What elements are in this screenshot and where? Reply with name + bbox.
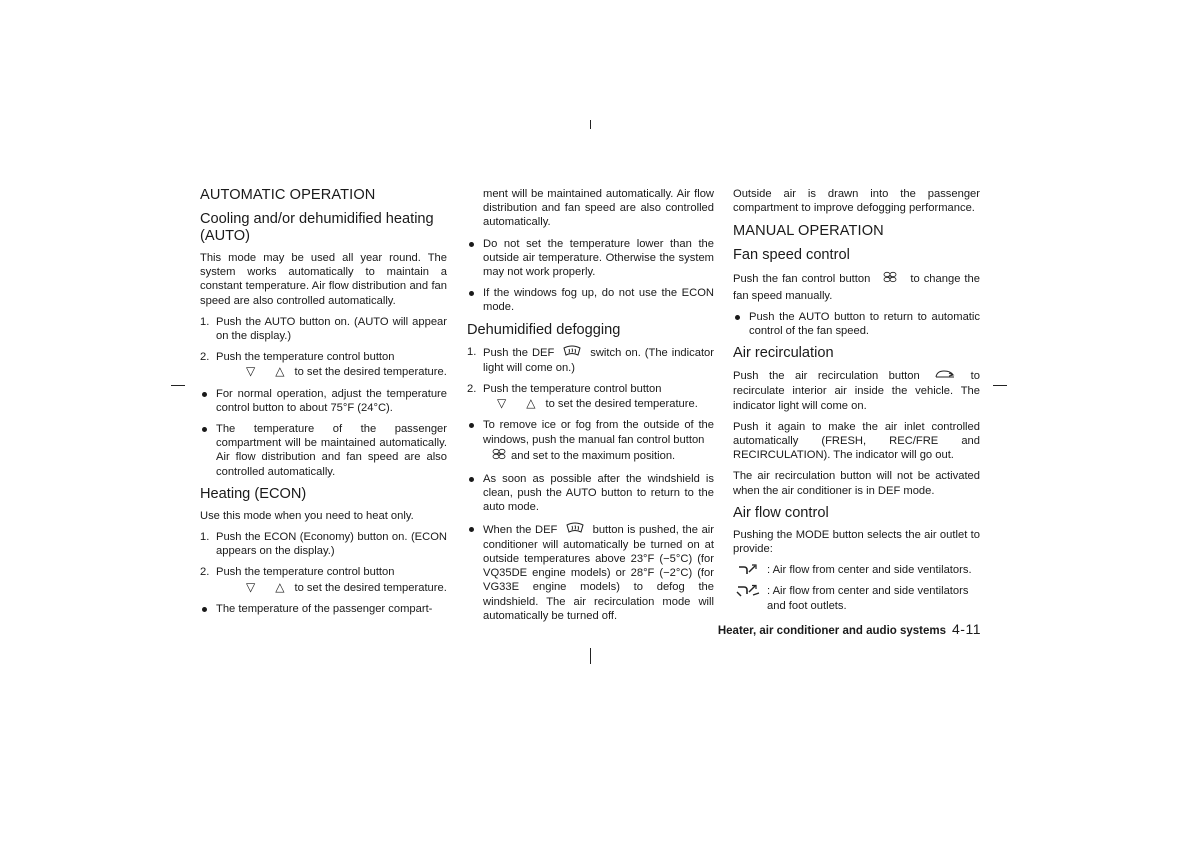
paragraph-auto-intro: This mode may be used all year round. The system works automatically to maintain a constant temperature. Air flow distribution and fan speed are also controlled automatically.	[200, 252, 447, 307]
step-number: 1.	[200, 531, 210, 544]
step-number: 2.	[467, 383, 477, 396]
heading-automatic-operation: AUTOMATIC OPERATION	[200, 187, 376, 203]
step-1-def	[467, 345, 714, 375]
step-text: Push the temperature control button	[483, 383, 662, 396]
step-text-tail: switch on. (The indicator light will come on.)	[483, 346, 715, 374]
step-number: 1.	[200, 315, 210, 328]
bullet-text: To remove ice or fog from the outside of the windows, push the manual fan control button	[483, 419, 714, 446]
bullet-tail: and set to the maximum position.	[511, 449, 676, 462]
page-number: 4-11	[952, 621, 981, 637]
bullet-text-tail: button is pushed, the air conditioner will automatically be turned on at outside temperatures above 23°F (−5°C) (for VQ35DE engine models) or 28°F (−2°C) (for VG33E engine models) to defog the windshield. The air recirculation mode will automatically be turned off.	[483, 523, 714, 622]
temperature-up-icon: △	[275, 364, 285, 379]
heading-air-flow-control: Air flow control	[733, 504, 829, 521]
paragraph-text-tail: to change the fan speed manually.	[733, 273, 980, 302]
defrost-icon	[565, 522, 585, 538]
crop-mark-left	[171, 385, 185, 386]
fan-icon	[491, 447, 507, 465]
temperature-down-icon: ▽	[246, 579, 256, 594]
temperature-control-line	[483, 396, 714, 411]
column-middle	[467, 187, 714, 630]
paragraph-fan-speed	[733, 270, 980, 302]
temperature-down-icon: ▽	[246, 364, 256, 379]
paragraph-text: Push the air recirculation button	[733, 370, 920, 383]
column-right	[733, 187, 980, 620]
paragraph-recirculation-def: The air recirculation button will not be activated when the air conditioner is in DEF mode.	[733, 470, 980, 497]
bullet-auto-fan: Push the AUTO button to return to automatic control of the fan speed.	[733, 310, 980, 338]
vent-mode-icon	[735, 563, 759, 580]
footer-section-title: Heater, air conditioner and audio systems	[717, 625, 947, 637]
temperature-down-icon: ▽	[497, 396, 507, 411]
crop-mark-top	[590, 120, 591, 129]
step-2-auto	[200, 350, 447, 379]
air-outlet-text: : Air flow from center and side ventilators.	[767, 564, 972, 577]
bullet-windshield-clean: As soon as possible after the windshield is clean, push the AUTO button to return to the auto mode.	[467, 472, 714, 515]
column-left	[200, 186, 447, 623]
air-outlet-vent	[733, 563, 980, 577]
step-number: 1.	[467, 345, 477, 358]
bullet-temperature-warning: Do not set the temperature lower than the outside air temperature. Otherwise the system may not work properly.	[467, 237, 714, 280]
heading-dehumidified-defogging: Dehumidified defogging	[467, 321, 621, 338]
paragraph-recirculation	[733, 368, 980, 413]
bullet-def-pushed	[467, 522, 714, 623]
step-tail: to set the desired temperature.	[294, 581, 447, 594]
defrost-icon	[562, 345, 582, 361]
page-footer	[700, 621, 981, 637]
crop-mark-bottom	[590, 648, 591, 664]
step-tail: to set the desired temperature.	[545, 398, 698, 411]
step-tail: to set the desired temperature.	[294, 366, 447, 379]
bullet-remove-ice	[467, 418, 714, 465]
step-text: Push the ECON (Economy) button on. (ECON appears on the display.)	[216, 531, 447, 558]
temperature-up-icon: △	[275, 579, 285, 594]
crop-mark-right	[993, 385, 1007, 386]
heading-air-recirculation: Air recirculation	[733, 345, 834, 362]
heading-fan-speed: Fan speed control	[733, 247, 850, 264]
bullet-passenger-temp-econ: The temperature of the passenger compart-	[200, 602, 447, 616]
paragraph-continued: ment will be maintained automatically. Air flow distribution and fan speed are also controlled automatically.	[483, 188, 714, 229]
recirculation-icon	[934, 368, 956, 384]
step-number: 2.	[200, 566, 210, 579]
bullet-windows-fog: If the windows fog up, do not use the ECON mode.	[467, 286, 714, 314]
air-outlet-text: : Air flow from center and side ventilators and foot outlets.	[767, 585, 969, 612]
paragraph-econ: Use this mode when you need to heat only.	[200, 509, 414, 522]
bullet-normal-operation: For normal operation, adjust the temperature control button to about 75°F (24°C).	[200, 387, 447, 415]
bullet-passenger-temp: The temperature of the passenger compartment will be maintained automatically. Air flow distribution and fan speed are also controlled automatically.	[200, 422, 447, 479]
step-number: 2.	[200, 351, 210, 364]
step-2-def	[467, 382, 714, 411]
step-text: Push the temperature control button	[216, 566, 395, 579]
bilevel-mode-icon	[735, 584, 761, 601]
step-text: Push the DEF	[483, 346, 555, 359]
heading-heating-econ: Heating (ECON)	[200, 485, 307, 502]
paragraph-mode-button: Pushing the MODE button selects the air outlet to provide:	[733, 528, 980, 556]
paragraph-text-tail: to recirculate interior air inside the vehicle. The indicator light will come on.	[733, 370, 981, 412]
step-text: Push the AUTO button on. (AUTO will appear on the display.)	[216, 315, 447, 343]
temperature-control-line	[216, 580, 447, 595]
temperature-up-icon: △	[526, 396, 536, 411]
bullet-text: When the DEF	[483, 523, 558, 536]
paragraph-text: Push the fan control button	[733, 273, 871, 286]
fan-icon	[882, 270, 898, 288]
paragraph-outside-air: Outside air is drawn into the passenger compartment to improve defogging performance.	[733, 188, 980, 215]
air-outlet-bilevel	[733, 584, 980, 612]
fan-control-line	[483, 447, 714, 465]
step-text: Push the temperature control button	[216, 351, 395, 364]
paragraph-recirculation-again: Push it again to make the air inlet controlled automatically (FRESH, REC/FRE and RECIRCULATION). The indicator will go out.	[733, 420, 980, 462]
step-1-auto	[200, 315, 447, 343]
step-2-econ	[200, 565, 447, 594]
temperature-control-line	[216, 364, 447, 379]
heading-cooling-auto: Cooling and/or dehumidified heating (AUTO)	[200, 211, 434, 244]
heading-manual-operation: MANUAL OPERATION	[733, 223, 884, 240]
step-1-econ	[200, 530, 447, 558]
